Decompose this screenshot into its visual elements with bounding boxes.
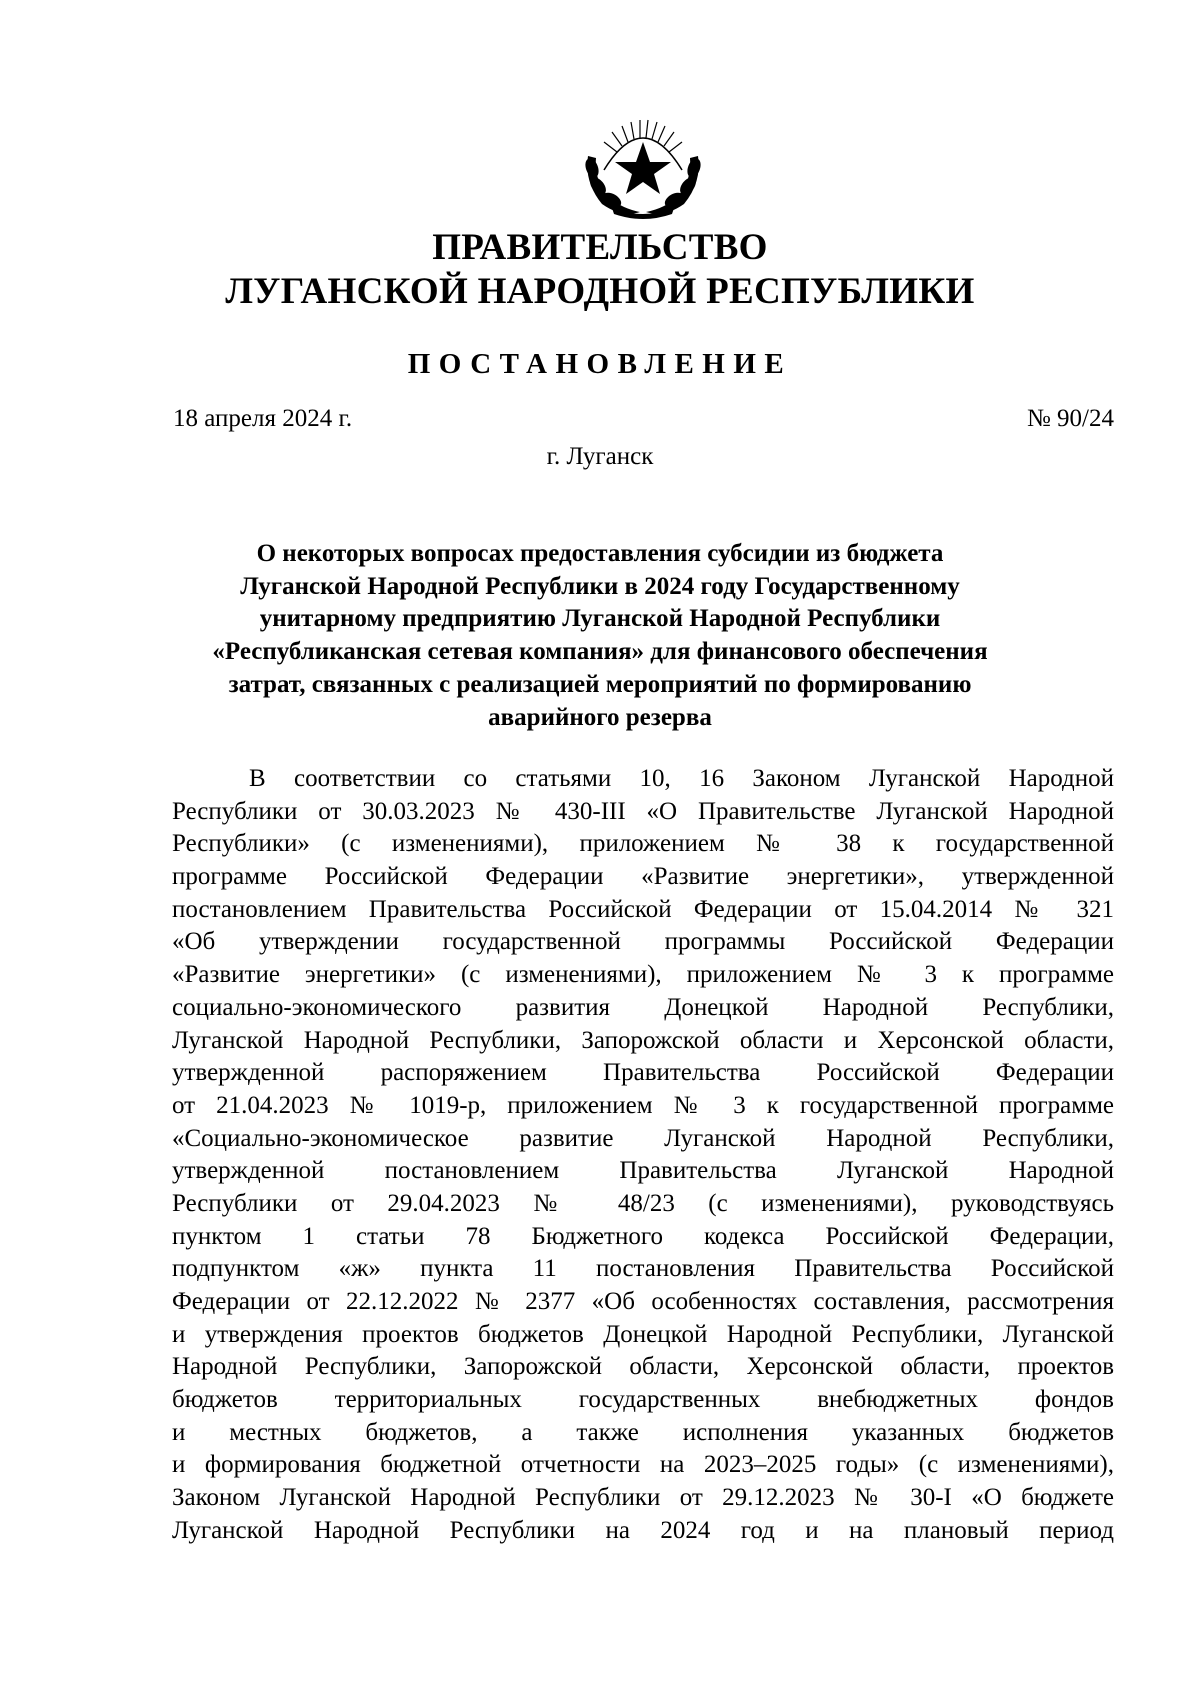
body-line: Луганской Народной Республики, Запорожской области и Херсонской области, [172,1026,1114,1054]
body-line: от 21.04.2023 № 1019-р, приложением № 3 к государственной программе [172,1091,1114,1119]
coat-of-arms-emblem-icon [582,112,704,222]
title-line: Луганской Народной Республики в 2024 году Государственному [240,572,960,600]
body-line: утвержденной распоряжением Правительства Российской Федерации [172,1059,1114,1087]
body-line: подпунктом «ж» пункта 11 постановления Правительства Российской [172,1255,1114,1283]
body-line: Законом Луганской Народной Республики от 29.12.2023 № 30-I «О бюджете [172,1484,1114,1512]
body-line: Народной Республики, Запорожской области, Херсонской области, проектов [172,1353,1114,1381]
title-line: затрат, связанных с реализацией мероприятий по формированию [228,670,972,698]
body-line: и утверждения проектов бюджетов Донецкой Народной Республики, Луганской [172,1320,1114,1348]
body-line: и формирования бюджетной отчетности на 2023–2025 годы» (с изменениями), [172,1451,1114,1479]
document-type: ПОСТАНОВЛЕНИЕ [407,348,793,380]
body-line: утвержденной постановлением Правительства Луганской Народной [172,1157,1114,1185]
body-line: постановлением Правительства Российской Федерации от 15.04.2014 № 321 [172,895,1114,923]
organization-name-line1: ПРАВИТЕЛЬСТВО [432,227,768,268]
title-line: «Республиканская сетевая компания» для финансового обеспечения [212,638,988,666]
title-line: О некоторых вопросах предоставления субсидии из бюджета [256,540,944,567]
body-line: Федерации от 22.12.2022 № 2377 «Об особенностях составления, рассмотрения [172,1288,1114,1315]
title-line: унитарному предприятию Луганской Народной Республики [259,605,941,633]
body-line: пунктом 1 статьи 78 Бюджетного кодекса Российской Федерации, [172,1222,1114,1250]
body-line: «Об утверждении государственной программы Российской Федерации [172,928,1114,956]
body-line: бюджетов территориальных государственных внебюджетных фондов [172,1386,1114,1414]
body-line: Республики от 29.04.2023 № 48/23 (с изменениями), руководствуясь [172,1189,1114,1217]
document-body [172,763,1114,1548]
body-line: Республики от 30.03.2023 № 430-III «О Правительстве Луганской Народной [172,797,1114,825]
document-number: № 90/24 [1026,405,1114,432]
body-line: «Развитие энергетики» (с изменениями), приложением № 3 к программе [172,961,1114,989]
document-date: 18 апреля 2024 г. [173,405,353,432]
body-line: Луганской Народной Республики на 2024 год и на плановый период [172,1516,1114,1544]
title-line: аварийного резерва [488,703,712,731]
body-line: и местных бюджетов, а также исполнения указанных бюджетов [172,1418,1114,1446]
body-line: программе Российской Федерации «Развитие энергетики», утвержденной [172,863,1114,891]
document-title [180,538,1020,734]
organization-name-line2: ЛУГАНСКОЙ НАРОДНОЙ РЕСПУБЛИКИ [225,271,975,312]
body-line: «Социально-экономическое развитие Луганской Народной Республики, [172,1124,1114,1152]
document-city: г. Луганск [546,443,654,470]
body-line: социально-экономического развития Донецкой Народной Республики, [172,993,1114,1021]
body-line: В соответствии со статьями 10, 16 Законом Луганской Народной [249,765,1114,792]
body-line: Республики» (с изменениями), приложением № 38 к государственной [172,830,1114,858]
